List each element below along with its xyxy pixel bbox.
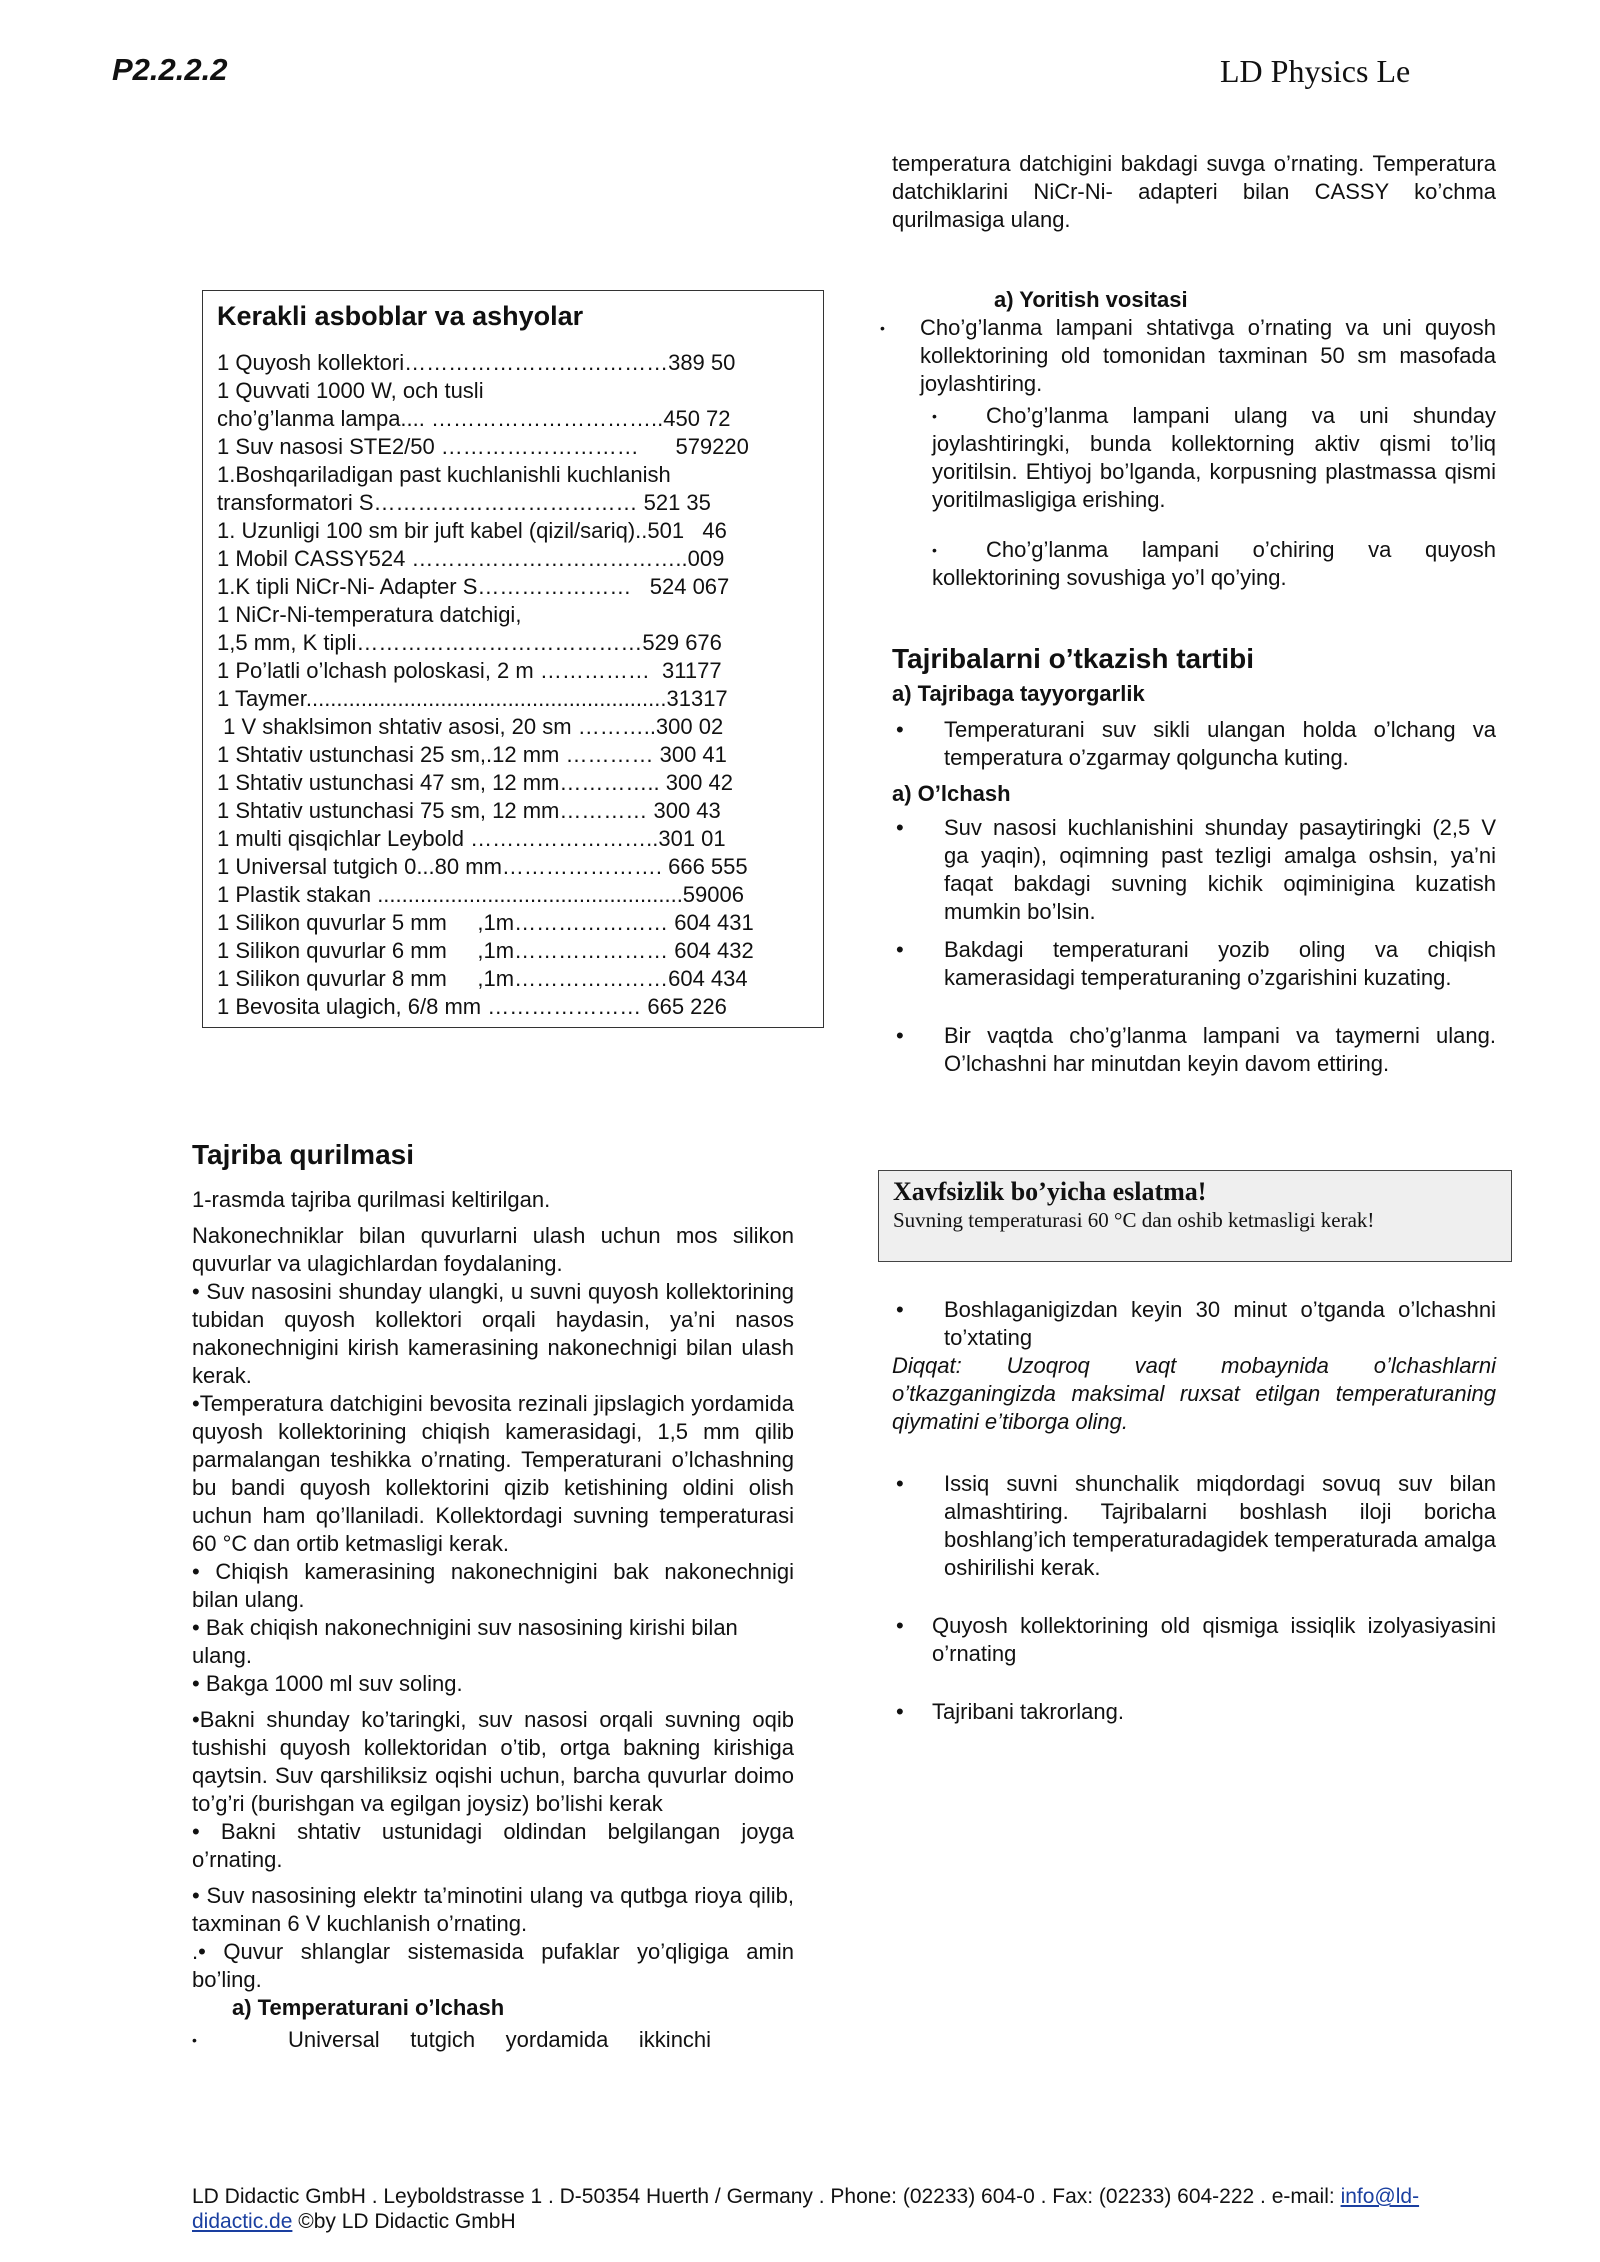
bullet-icon: • xyxy=(932,408,937,424)
equipment-item: 1 Universal tutgich 0...80 mm…………………. 666 555 xyxy=(217,854,748,879)
list-item: • Issiq suvni shunchalik miqdordagi sovuq suv bilan almashtiring. Tajribalarni boshlash iloji boricha boshlang’ich temperaturadagidek temperaturada amalga oshirilishi kerak. xyxy=(896,1471,1496,1580)
equipment-item: 1 Shtativ ustunchasi 75 sm, 12 mm………… 300 43 xyxy=(217,798,721,823)
insulation-line xyxy=(932,1612,1496,1668)
lighting-bullet xyxy=(932,536,1496,592)
setup-paragraph: .• Quvur shlanglar sistemasida pufaklar yo’qligiga amin bo’ling. xyxy=(192,1939,794,1992)
footer xyxy=(192,2184,1492,2234)
equipment-item: 1 Taymer...........................................................31317 xyxy=(217,686,728,711)
procedure-continued xyxy=(892,1296,1496,1726)
bullet-icon: • xyxy=(896,1613,904,1638)
equipment-item: 1,5 mm, K tipli…………………………………529 676 xyxy=(217,630,722,655)
setup-last-text: Universal tutgich yordamida ikkinchi xyxy=(288,2027,712,2052)
equipment-item: 1 Silikon quvurlar 5 mm ,1m………………… 604 431 xyxy=(217,910,754,935)
lighting-text: Cho’g’lanma lampani ulang va uni shunday joylashtiringki, bunda kollektorning aktiv qismi to’liq yoritilsin. Ehtiyoj bo’lganda, korpusning plastmassa qismi yoritilmasligiga erishing. xyxy=(932,403,1496,512)
setup-paragraph: • Bakni shtativ ustunidagi oldindan belgilangan joyga o’rnating. xyxy=(192,1819,794,1872)
bullet-icon: • xyxy=(192,2032,197,2048)
measurement-subheading: a) O’lchash xyxy=(892,781,1011,806)
insulation-text: Quyosh kollektorining old qismiga issiqlik izolyasiyasini o’rnating xyxy=(932,1613,1496,1666)
lighting-bullet xyxy=(880,314,1496,398)
bullet-icon: • xyxy=(880,320,885,336)
equipment-item: 1 NiCr-Ni-temperatura datchigi, xyxy=(217,602,522,627)
equipment-item: 1.Boshqariladigan past kuchlanishli kuchlanish xyxy=(217,462,671,487)
equipment-item: 1 Mobil CASSY524 ………………………………..009 xyxy=(217,546,725,571)
list-item: • Boshlaganigizdan keyin 30 minut o’tganda o’lchashni to’xtating xyxy=(896,1297,1496,1350)
equipment-item: 1 multi qisqichlar Leybold ……………………..301 01 xyxy=(217,826,726,851)
equipment-item: 1 Quvvati 1000 W, och tusli xyxy=(217,378,484,403)
lighting-title: a) Yoritish vositasi xyxy=(994,287,1188,312)
lighting-bullet xyxy=(932,402,1496,514)
list-item: • Temperaturani suv sikli ulangan holda o’lchang va temperatura o’zgarmay qolguncha kuting. xyxy=(896,717,1496,770)
setup-paragraph: Nakonechniklar bilan quvurlarni ulash uchun mos silikon quvurlar va ulagichlardan foydalaning. xyxy=(192,1223,794,1276)
safety-notice xyxy=(878,1170,1512,1262)
list-item xyxy=(892,1612,1496,1668)
bullet-icon: • xyxy=(896,717,904,742)
setup-paragraph: • Suv nasosining elektr ta’minotini ulang va qutbga rioya qilib, taxminan 6 V kuchlanish o’rnating. xyxy=(192,1883,794,1936)
footer-copyright: ©by LD Didactic GmbH xyxy=(292,2210,516,2233)
attention-note: Diqqat: Uzoqroq vaqt mobaynida o’lchashlarni o’tkazganingizda maksimal ruxsat etilgan temperaturaning qiymatini e’tiborga oling. xyxy=(892,1353,1496,1434)
setup-last-bullet xyxy=(192,2026,794,2054)
equipment-item: 1 Silikon quvurlar 8 mm ,1m…………………604 434 xyxy=(217,966,748,991)
equipment-item: 1 Plastik stakan ..................................................59006 xyxy=(217,882,744,907)
equipment-item: 1. Uzunligi 100 sm bir juft kabel (qizil/sariq)..501 46 xyxy=(217,518,727,543)
equipment-item: 1 V shaklsimon shtativ asosi, 20 sm ………..300 02 xyxy=(217,714,724,739)
equipment-item: cho’g’lanma lampa.... …………………………..450 72 xyxy=(217,406,731,431)
list-item xyxy=(892,1698,1496,1726)
setup-paragraph: • Bakga 1000 ml suv soling. xyxy=(192,1671,463,1696)
setup-title: Tajriba qurilmasi xyxy=(192,1139,414,1170)
lighting-text: Cho’g’lanma lampani shtativga o’rnating va uni quyosh kollektorining old tomonidan taxminan 50 sm masofada joylashtiring. xyxy=(920,315,1496,396)
safety-message: Suvning temperaturasi 60 °C dan oshib ketmasligi kerak! xyxy=(893,1208,1375,1232)
footer-text: LD Didactic GmbH . Leyboldstrasse 1 . D-50354 Huerth / Germany . Phone: (02233) 604-0 . Fax: (02233) 604-222 . e-mail: xyxy=(192,2185,1341,2208)
right-column xyxy=(880,150,1496,1078)
setup-paragraph: •Temperatura datchigini bevosita rezinali jipslagich yordamida quyosh kollektorining chiqish kamerasidagi, 1,5 mm qilib parmalangan teshikka o’rnating. Temperaturani o’lchashning bu bandi quyosh kollektorini qizib ketishining oldini olish uchun ham qo’llaniladi. Kollektordagi suvning temperaturasi 60 °C dan ortib ketmasligi kerak. xyxy=(192,1391,794,1556)
bullet-icon: • xyxy=(896,1297,904,1322)
setup-paragraph: • Bak chiqish nakonechnigini suv nasosining kirishi bilan ulang. xyxy=(192,1615,738,1668)
list-item: • Bakdagi temperaturani yozib oling va chiqish kamerasidagi temperaturaning o’zgarishini kuzating. xyxy=(896,937,1496,990)
setup-paragraph: • Suv nasosini shunday ulangki, u suvni quyosh kollektorining tubidan quyosh kollektori orqali haydasin, ya’ni nasos nakonechnigini kirish kamerasining nakonechnigi bilan ulash kerak. xyxy=(192,1279,794,1388)
bullet-icon: • xyxy=(896,1699,904,1724)
equipment-item: 1.K tipli NiCr-Ni- Adapter S………………… 524 067 xyxy=(217,574,730,599)
procedure-list xyxy=(892,1470,1496,1582)
temperature-subheading: a) Temperaturani o’lchash xyxy=(232,1995,505,2020)
equipment-item: 1 Quyosh kollektori………………………………389 50 xyxy=(217,350,736,375)
procedure-list xyxy=(892,1296,1496,1352)
preparation-list xyxy=(892,716,1496,772)
bullet-icon: • xyxy=(896,1471,904,1496)
email-link[interactable]: info@ld-didactic.de xyxy=(192,2185,1420,2233)
intro-text: temperatura datchigini bakdagi suvga o’rnating. Temperatura datchiklarini NiCr-Ni- adapteri bilan CASSY ko’chma qurilmasiga ulang. xyxy=(892,151,1496,232)
equipment-title: Kerakli asboblar va ashyolar xyxy=(217,301,584,331)
bullet-icon: • xyxy=(932,542,937,558)
setup-section xyxy=(192,1138,794,2054)
equipment-item: 1 Shtativ ustunchasi 25 sm,.12 mm ………… 300 41 xyxy=(217,742,727,767)
equipment-box xyxy=(202,290,824,1028)
setup-paragraph: •Bakni shunday ko’taringki, suv nasosi orqali suvning oqib tushishi quyosh kollektoridan o’tib, ortga bakning kirishiga qaytsin. Suv qarshiliksiz oqishi uchun, barcha quvurlar doimo to’g’ri (burishgan va egilgan joysiz) bo’lishi kerak xyxy=(192,1707,794,1816)
procedure-title: Tajribalarni o’tkazish tartibi xyxy=(892,643,1255,674)
setup-paragraph: • Chiqish kamerasining nakonechnigini bak nakonechnigi bilan ulang. xyxy=(192,1559,794,1612)
lighting-text: Cho’g’lanma lampani o’chiring va quyosh kollektorining sovushiga yo’l qo’ying. xyxy=(932,537,1496,590)
equipment-item: 1 Bevosita ulagich, 6/8 mm ………………… 665 226 xyxy=(217,994,727,1019)
bullet-icon: • xyxy=(896,937,904,962)
page-code: P2.2.2.2 xyxy=(112,52,228,87)
measurement-list xyxy=(892,814,1496,1078)
list-item: • Suv nasosi kuchlanishini shunday pasaytiringki (2,5 V ga yaqin), oqimning past tezligi amalga oshsin, ya’ni faqat bakdagi suvning kichik oqiminigina kuzatish mumkin bo’lsin. xyxy=(896,815,1496,924)
preparation-subheading: a) Tajribaga tayyorgarlik xyxy=(892,681,1145,706)
publisher-title: LD Physics Le xyxy=(1220,53,1411,89)
setup-paragraph: 1-rasmda tajriba qurilmasi keltirilgan. xyxy=(192,1187,551,1212)
equipment-item: transformatori S……………………………… 521 35 xyxy=(217,490,711,515)
bullet-icon: • xyxy=(896,815,904,840)
equipment-item: 1 Suv nasosi STE2/50 ……………………… 579220 xyxy=(217,434,749,459)
equipment-item: 1 Silikon quvurlar 6 mm ,1m………………… 604 432 xyxy=(217,938,754,963)
list-item: • Bir vaqtda cho’g’lanma lampani va taymerni ulang. O’lchashni har minutdan keyin davom ettiring. xyxy=(896,1023,1496,1076)
equipment-list xyxy=(217,349,809,1021)
equipment-item: 1 Shtativ ustunchasi 47 sm, 12 mm………….. 300 42 xyxy=(217,770,734,795)
safety-title: Xavfsizlik bo’yicha eslatma! xyxy=(893,1177,1207,1206)
bullet-icon: • xyxy=(896,1023,904,1048)
repeat-text: Tajribani takrorlang. xyxy=(932,1699,1124,1724)
equipment-item: 1 Po’latli o’lchash poloskasi, 2 m …………… 31177 xyxy=(217,658,722,683)
